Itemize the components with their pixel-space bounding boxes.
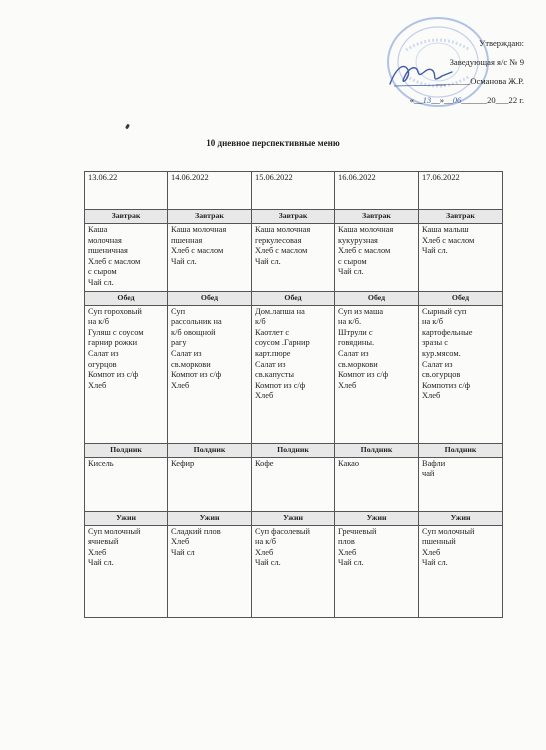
cell-text: Чай сл. <box>255 256 281 266</box>
cell-text: Каша молочная <box>338 225 394 234</box>
cell-text: Компот из с/ф <box>88 370 139 380</box>
menu-cell <box>419 224 503 292</box>
cell-text: к/б овощной <box>171 327 216 337</box>
meal-header-cell: Завтрак <box>85 210 168 224</box>
cell-text: Чай сл. <box>88 277 114 287</box>
cell-text: Штрули с <box>338 327 373 337</box>
cell-text: Сырный суп <box>422 306 467 316</box>
cell-text: Хлеб <box>255 547 274 557</box>
cell-text: Суп из маша <box>338 306 384 316</box>
cell-text: Хлеб <box>338 380 357 390</box>
menu-cell <box>335 224 419 292</box>
cell-text: к/б <box>255 317 266 327</box>
menu-cell <box>85 525 168 617</box>
meal-header-cell: Обед <box>335 291 419 305</box>
meal-header-cell: Ужин <box>168 511 252 525</box>
cell-text: пшенная <box>171 235 203 245</box>
cell-text: Чай сл. <box>171 256 197 266</box>
approval-position: Заведующая я/с № 9 <box>449 57 524 67</box>
meal-header-cell: Завтрак <box>335 210 419 224</box>
cell-text: Салат из <box>171 348 202 358</box>
date-cell: 14.06.2022 <box>168 172 252 210</box>
cell-text: Чай сл <box>171 547 195 557</box>
approval-line: Утверждаю: <box>479 38 524 48</box>
menu-cell <box>168 224 252 292</box>
meal-header-cell: Ужин <box>252 511 335 525</box>
menu-cell <box>252 457 335 511</box>
cell-text: св.капусты <box>255 370 294 380</box>
menu-cell <box>85 305 168 443</box>
cell-text: Хлеб с маслом <box>171 246 224 256</box>
meal-header-cell: Ужин <box>419 511 503 525</box>
scan-mark <box>125 124 130 130</box>
menu-cell <box>252 305 335 443</box>
cell-text: Хлеб <box>338 547 357 557</box>
date-day: 13 <box>422 95 432 105</box>
cell-text: Сладкий плов <box>171 526 221 536</box>
menu-cell <box>252 224 335 292</box>
cell-text: на к/б <box>88 317 109 327</box>
cell-text: Каша малыш <box>422 225 469 234</box>
meal-header-cell: Завтрак <box>252 210 335 224</box>
cell-text: Чай сл. <box>338 558 364 568</box>
cell-text: Хлеб <box>422 391 441 401</box>
menu-cell <box>252 525 335 617</box>
cell-text: Суп молочный <box>422 526 475 536</box>
meal-header-row <box>85 511 503 525</box>
menu-cell <box>419 525 503 617</box>
meal-header-cell: Обед <box>252 291 335 305</box>
meal-header-cell: Полдник <box>335 443 419 457</box>
cell-text: Суп молочный <box>88 526 141 536</box>
cell-text: Хлеб с маслом <box>338 246 391 256</box>
meal-header-row <box>85 443 503 457</box>
cell-text: Каша молочная <box>171 225 227 234</box>
cell-text: Салат из <box>422 359 453 369</box>
menu-cell <box>85 224 168 292</box>
cell-text: на к/б. <box>338 317 362 327</box>
date-month: 06 <box>452 95 462 105</box>
menu-cell <box>419 457 503 511</box>
cell-text: соусом .Гарнир <box>255 338 310 348</box>
meal-header-cell: Ужин <box>335 511 419 525</box>
cell-text: Чай сл. <box>422 558 448 568</box>
meal-items-row <box>85 224 503 292</box>
menu-cell <box>85 457 168 511</box>
cell-text: Дом.лапша на <box>255 306 305 316</box>
meal-header-cell: Ужин <box>85 511 168 525</box>
cell-text: молочная <box>88 235 122 245</box>
cell-text: пшеничная <box>88 246 128 256</box>
meal-header-cell: Завтрак <box>168 210 252 224</box>
cell-text: Чай сл. <box>422 246 448 256</box>
cell-text: на к/б <box>422 317 443 327</box>
menu-table <box>84 171 503 618</box>
date-cell: 13.06.22 <box>85 172 168 210</box>
menu-cell <box>168 525 252 617</box>
cell-text: Каша <box>88 225 108 234</box>
cell-text: говядины. <box>338 338 375 348</box>
cell-text: Какао <box>338 458 360 468</box>
meal-header-cell: Полдник <box>168 443 252 457</box>
meal-header-cell: Завтрак <box>419 210 503 224</box>
cell-text: св.моркови <box>338 359 378 369</box>
cell-text: св.огурцов <box>422 370 461 380</box>
cell-text: Каша молочная <box>255 225 311 234</box>
cell-text: огурцов <box>88 359 117 369</box>
dates-row <box>85 172 503 210</box>
cell-text: Кофе <box>255 458 274 468</box>
cell-text: картофельные <box>422 327 473 337</box>
cell-text: Хлеб с маслом <box>422 235 475 245</box>
meal-header-row <box>85 210 503 224</box>
cell-text: св.моркови <box>171 359 211 369</box>
meal-header-cell: Обед <box>168 291 252 305</box>
cell-text: Чай сл. <box>255 558 281 568</box>
cell-text: геркулесовая <box>255 235 302 245</box>
cell-text: зразы с <box>422 338 448 348</box>
cell-text: Гречневый <box>338 526 377 536</box>
meal-items-row <box>85 525 503 617</box>
meal-header-cell: Обед <box>419 291 503 305</box>
cell-text: кукурузная <box>338 235 378 245</box>
date-cell: 16.06.2022 <box>335 172 419 210</box>
cell-text: гарнир рожки <box>88 338 138 348</box>
cell-text: Вафли <box>422 458 446 468</box>
menu-cell <box>168 457 252 511</box>
cell-text: Хлеб <box>88 547 107 557</box>
meal-items-row <box>85 457 503 511</box>
cell-text: Хлеб <box>88 380 107 390</box>
meal-header-cell: Обед <box>85 291 168 305</box>
cell-text: Суп фасолевый <box>255 526 311 536</box>
cell-text: Салат из <box>338 348 369 358</box>
cell-text: Хлеб <box>255 391 274 401</box>
cell-text: Хлеб <box>171 380 190 390</box>
approval-name: ________Османова Ж.Р. <box>435 76 524 86</box>
cell-text: карт.пюре <box>255 348 291 358</box>
cell-text: Чай сл. <box>88 558 114 568</box>
meal-header-cell: Полдник <box>85 443 168 457</box>
cell-text: Хлеб <box>171 537 190 547</box>
cell-text: Суп гороховый <box>88 306 142 316</box>
page-title: 10 дневное перспективные меню <box>206 138 340 148</box>
date-cell: 15.06.2022 <box>252 172 335 210</box>
cell-text: Чай сл. <box>338 267 364 277</box>
cell-text: Каотлет с <box>255 327 290 337</box>
cell-text: с сыром <box>338 256 367 266</box>
cell-text: Кефир <box>171 458 195 468</box>
cell-text: кур.мясом. <box>422 348 461 358</box>
menu-cell <box>335 457 419 511</box>
cell-text: с сыром <box>88 267 117 277</box>
cell-text: Хлеб с маслом <box>255 246 308 256</box>
meal-header-cell: Полдник <box>252 443 335 457</box>
cell-text: Хлеб с маслом <box>88 256 141 266</box>
cell-text: Хлеб <box>422 547 441 557</box>
menu-cell <box>419 305 503 443</box>
approval-block <box>346 34 524 110</box>
cell-text: на к/б <box>255 537 276 547</box>
cell-text: Гуляш с соусом <box>88 327 144 337</box>
cell-text: пшенный <box>422 537 456 547</box>
cell-text: Салат из <box>255 359 286 369</box>
cell-text: Суп <box>171 306 186 316</box>
meal-header-row <box>85 291 503 305</box>
cell-text: Кисель <box>88 458 114 468</box>
cell-text: Компотиз с/ф <box>422 380 471 390</box>
cell-text: Салат из <box>88 348 119 358</box>
cell-text: Компот из с/ф <box>255 380 306 390</box>
cell-text: плов <box>338 537 355 547</box>
cell-text: ячневый <box>88 537 119 547</box>
date-cell: 17.06.2022 <box>419 172 503 210</box>
cell-text: Компот из с/ф <box>171 370 222 380</box>
menu-cell <box>168 305 252 443</box>
menu-cell <box>335 305 419 443</box>
meal-header-cell: Полдник <box>419 443 503 457</box>
cell-text: рагу <box>171 338 187 348</box>
approval-date: «__13__»__06______20___22 г. <box>409 95 524 105</box>
cell-text: чай <box>422 469 435 479</box>
menu-cell <box>335 525 419 617</box>
meal-items-row <box>85 305 503 443</box>
cell-text: Компот из с/ф <box>338 370 389 380</box>
cell-text: рассольник на <box>171 317 222 327</box>
